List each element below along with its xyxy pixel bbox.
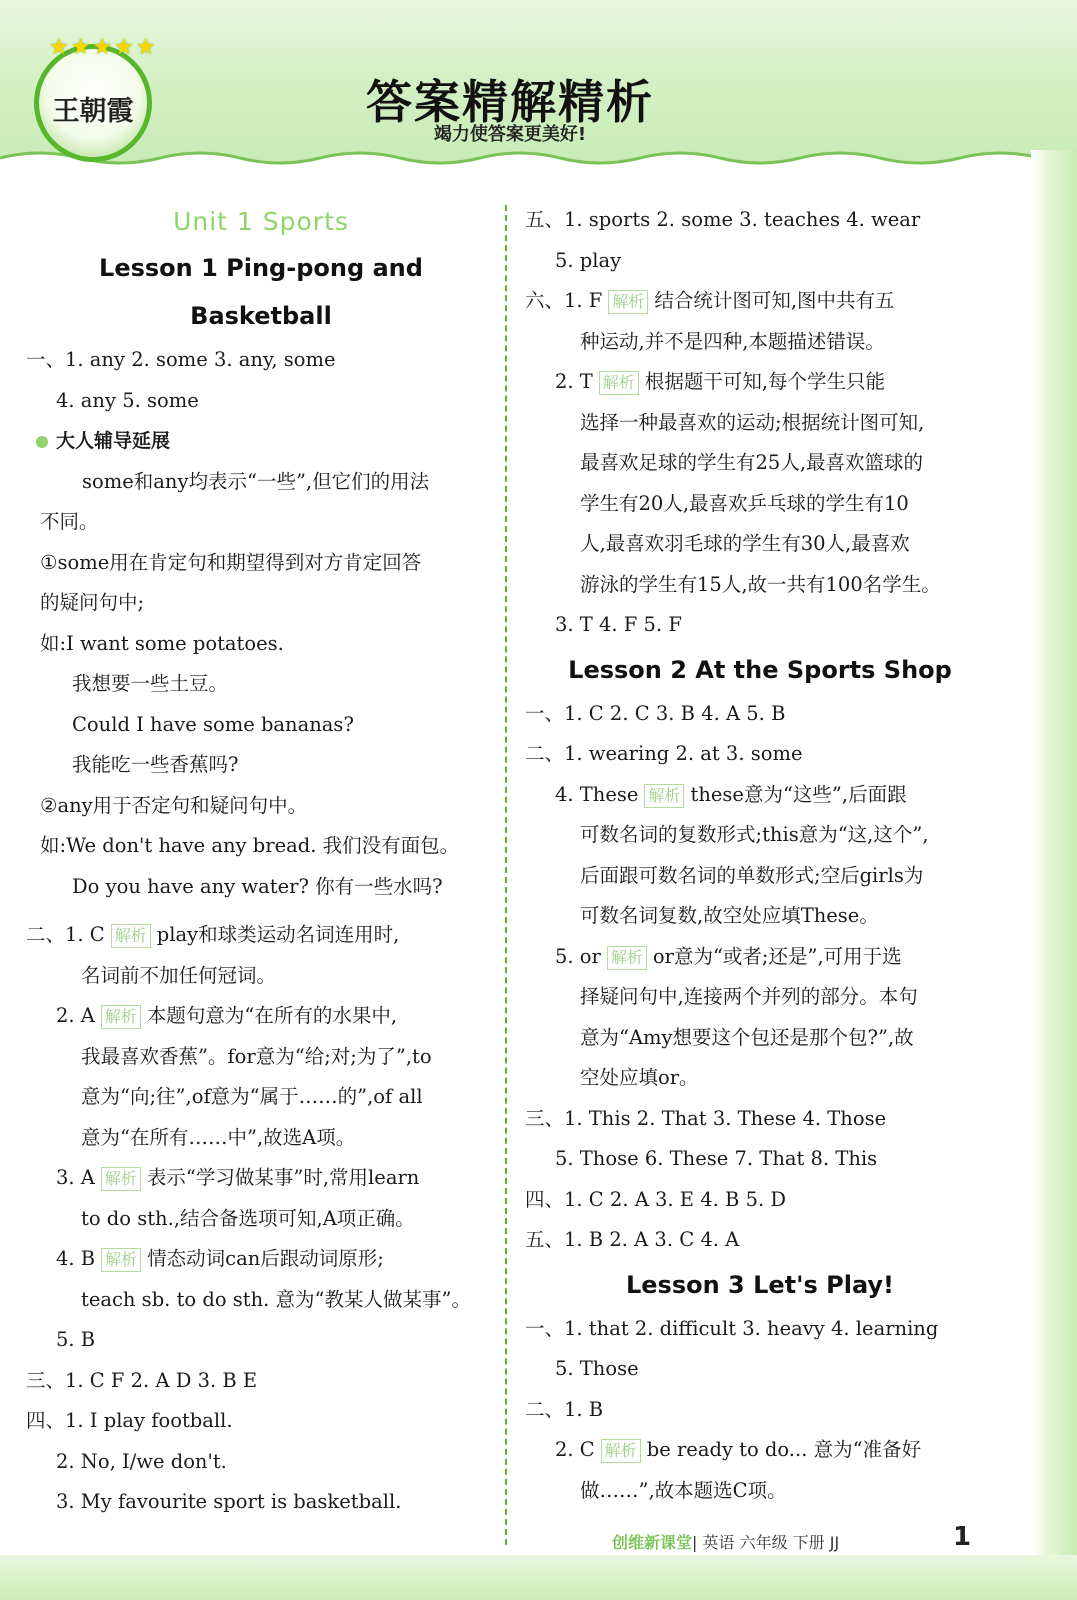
analysis-line: 最喜欢足球的学生有25人,最喜欢篮球的 bbox=[580, 451, 924, 474]
answer-line: 二、1. wearing 2. at 3. some bbox=[525, 742, 803, 765]
answer-line: 2. No, I/we don't. bbox=[56, 1449, 227, 1473]
guide-line: 如:I want some potatoes. bbox=[40, 631, 284, 655]
analysis-tag: 解析 bbox=[101, 1248, 141, 1272]
analysis-line: 人,最喜欢羽毛球的学生有30人,最喜欢 bbox=[580, 532, 910, 555]
footer-info bbox=[612, 1530, 839, 1553]
guide-line: 不同。 bbox=[40, 510, 99, 533]
analysis-text: be ready to do... 意为“准备好 bbox=[646, 1438, 922, 1461]
right-decoration-bar bbox=[1031, 150, 1077, 1570]
header-wave-decoration bbox=[0, 148, 1077, 182]
analysis-line: 做……”,故本题选C项。 bbox=[580, 1478, 787, 1502]
lesson1-title: Lesson 1 Ping-pong and Basketball bbox=[99, 254, 423, 330]
answer-line: 五、1. B 2. A 3. C 4. A bbox=[525, 1228, 740, 1251]
column-divider bbox=[505, 205, 507, 1545]
answer-number: 2. A bbox=[56, 1004, 95, 1027]
answer-number: 4. B bbox=[56, 1247, 96, 1270]
analysis-line: 意为“向;往”,of意为“属于……的”,of all bbox=[81, 1085, 423, 1108]
answer-line bbox=[525, 281, 995, 322]
answer-number: 2. T bbox=[555, 370, 593, 393]
answer-number: 2. C bbox=[555, 1438, 595, 1461]
left-column bbox=[26, 200, 496, 1523]
answer-line bbox=[26, 1239, 496, 1280]
analysis-line: 名词前不加任何冠词。 bbox=[81, 963, 277, 987]
slogan: 竭力使答案更美好! bbox=[433, 124, 587, 145]
answer-line: 5. B bbox=[56, 1328, 96, 1351]
page-footer bbox=[0, 1555, 1077, 1600]
guide-heading bbox=[26, 421, 496, 462]
analysis-text: 表示“学习做某事”时,常用learn bbox=[146, 1166, 420, 1189]
answer-line bbox=[26, 1158, 496, 1199]
answer-line: 5. play bbox=[555, 248, 622, 272]
analysis-text: 结合统计图可知,图中共有五 bbox=[654, 289, 895, 312]
answer-line: 3. T 4. F 5. F bbox=[555, 613, 682, 636]
guide-line: ②any用于否定句和疑问句中。 bbox=[40, 793, 308, 817]
analysis-text: these意为“这些”,后面跟 bbox=[690, 782, 907, 806]
guide-line: some和any均表示“一些”,但它们的用法 bbox=[82, 469, 430, 493]
guide-line: Could I have some bananas? bbox=[72, 712, 354, 736]
logo-text: 王朝霞 bbox=[52, 96, 134, 127]
page-header bbox=[0, 0, 1077, 180]
analysis-line: 可数名词复数,故空处应填These。 bbox=[580, 904, 879, 927]
answer-number: 二、1. C bbox=[26, 923, 105, 946]
answer-number: 4. These bbox=[555, 782, 639, 806]
analysis-text: play和球类运动名词连用时, bbox=[156, 923, 400, 946]
analysis-line: 择疑问句中,连接两个并列的部分。本句 bbox=[580, 985, 918, 1008]
logo bbox=[34, 35, 158, 162]
answer-line: 五、1. sports 2. some 3. teaches 4. wear bbox=[525, 208, 921, 231]
analysis-line: 种运动,并不是四种,本题描述错误。 bbox=[580, 329, 885, 353]
analysis-line: 游泳的学生有15人,故一共有100名学生。 bbox=[580, 572, 941, 596]
analysis-text: 根据题干可知,每个学生只能 bbox=[644, 370, 886, 393]
answer-line bbox=[525, 1430, 995, 1471]
answer-line: 5. Those bbox=[555, 1357, 639, 1380]
answer-line bbox=[525, 775, 995, 816]
answer-line: 4. any 5. some bbox=[56, 388, 199, 412]
lesson3-title: Lesson 3 Let's Play! bbox=[625, 1270, 895, 1299]
analysis-line: 我最喜欢香蕉”。for意为“给;对;为了”,to bbox=[81, 1044, 432, 1068]
lesson2-title: Lesson 2 At the Sports Shop bbox=[568, 655, 952, 684]
guide-line: 的疑问句中; bbox=[40, 591, 145, 614]
unit-title: Unit 1 Sports bbox=[173, 207, 349, 236]
answer-line bbox=[26, 915, 496, 956]
footer-book-info: | 英语 六年级 下册 JJ bbox=[692, 1533, 840, 1552]
guide-line: ①some用在肯定句和期望得到对方肯定回答 bbox=[40, 550, 422, 574]
bullet-icon bbox=[36, 436, 48, 448]
answer-line bbox=[525, 937, 995, 978]
star-icon: ★★★★★ bbox=[49, 35, 158, 60]
answer-line: 一、1. that 2. difficult 3. heavy 4. learning bbox=[525, 1316, 939, 1340]
answer-line: 一、1. C 2. C 3. B 4. A 5. B bbox=[525, 701, 786, 725]
page-title: 答案精解精析 bbox=[366, 75, 654, 129]
analysis-line: teach sb. to do sth. 意为“教某人做某事”。 bbox=[81, 1287, 472, 1311]
analysis-text: 本题句意为“在所有的水果中, bbox=[146, 1004, 398, 1027]
guide-line: Do you have any water? 你有一些水吗? bbox=[72, 874, 443, 898]
answer-line: 三、1. C F 2. A D 3. B E bbox=[26, 1368, 258, 1392]
page-number: 1 bbox=[953, 1522, 972, 1552]
analysis-line: 可数名词的复数形式;this意为“这,这个”, bbox=[580, 823, 929, 846]
answer-line: 二、1. B bbox=[525, 1397, 604, 1421]
answer-line: 四、1. I play football. bbox=[26, 1409, 233, 1432]
footer-brand: 创维新课堂 bbox=[612, 1533, 693, 1552]
analysis-line: 选择一种最喜欢的运动;根据统计图可知, bbox=[580, 410, 925, 434]
analysis-tag: 解析 bbox=[599, 371, 639, 395]
analysis-line: 后面跟可数名词的单数形式;空后girls为 bbox=[580, 863, 924, 887]
analysis-tag: 解析 bbox=[608, 290, 648, 314]
right-column bbox=[525, 200, 995, 1511]
answer-line: 5. Those 6. These 7. That 8. This bbox=[555, 1147, 878, 1170]
guide-line: 我想要一些土豆。 bbox=[72, 672, 229, 695]
analysis-tag: 解析 bbox=[111, 924, 151, 948]
guide-heading-text: 大人辅导延展 bbox=[56, 430, 171, 452]
analysis-line: 意为“Amy想要这个包还是那个包?”,故 bbox=[580, 1025, 914, 1049]
analysis-tag: 解析 bbox=[607, 946, 647, 970]
analysis-line: 空处应填or。 bbox=[580, 1066, 699, 1089]
guide-line: 如:We don't have any bread. 我们没有面包。 bbox=[40, 834, 460, 857]
analysis-text: 情态动词can后跟动词原形; bbox=[147, 1247, 384, 1270]
answer-line bbox=[26, 996, 496, 1037]
analysis-tag: 解析 bbox=[101, 1005, 141, 1029]
analysis-text: or意为“或者;还是”,可用于选 bbox=[652, 944, 902, 968]
analysis-line: to do sth.,结合备选项可知,A项正确。 bbox=[81, 1206, 415, 1230]
answer-number: 六、1. F bbox=[525, 289, 603, 312]
answer-line bbox=[525, 362, 995, 403]
analysis-line: 意为“在所有……中”,故选A项。 bbox=[81, 1125, 356, 1149]
analysis-line: 学生有20人,最喜欢乒乓球的学生有10 bbox=[580, 491, 909, 515]
answer-line: 四、1. C 2. A 3. E 4. B 5. D bbox=[525, 1187, 787, 1211]
analysis-tag: 解析 bbox=[644, 784, 684, 808]
answer-number: 3. A bbox=[56, 1166, 95, 1189]
answer-line: 三、1. This 2. That 3. These 4. Those bbox=[525, 1106, 887, 1130]
analysis-tag: 解析 bbox=[101, 1167, 141, 1191]
analysis-tag: 解析 bbox=[601, 1439, 641, 1463]
answer-line: 3. My favourite sport is basketball. bbox=[56, 1490, 402, 1513]
guide-line: 我能吃一些香蕉吗? bbox=[72, 753, 239, 776]
answer-line: 一、1. any 2. some 3. any, some bbox=[26, 348, 336, 371]
answer-number: 5. or bbox=[555, 944, 601, 968]
